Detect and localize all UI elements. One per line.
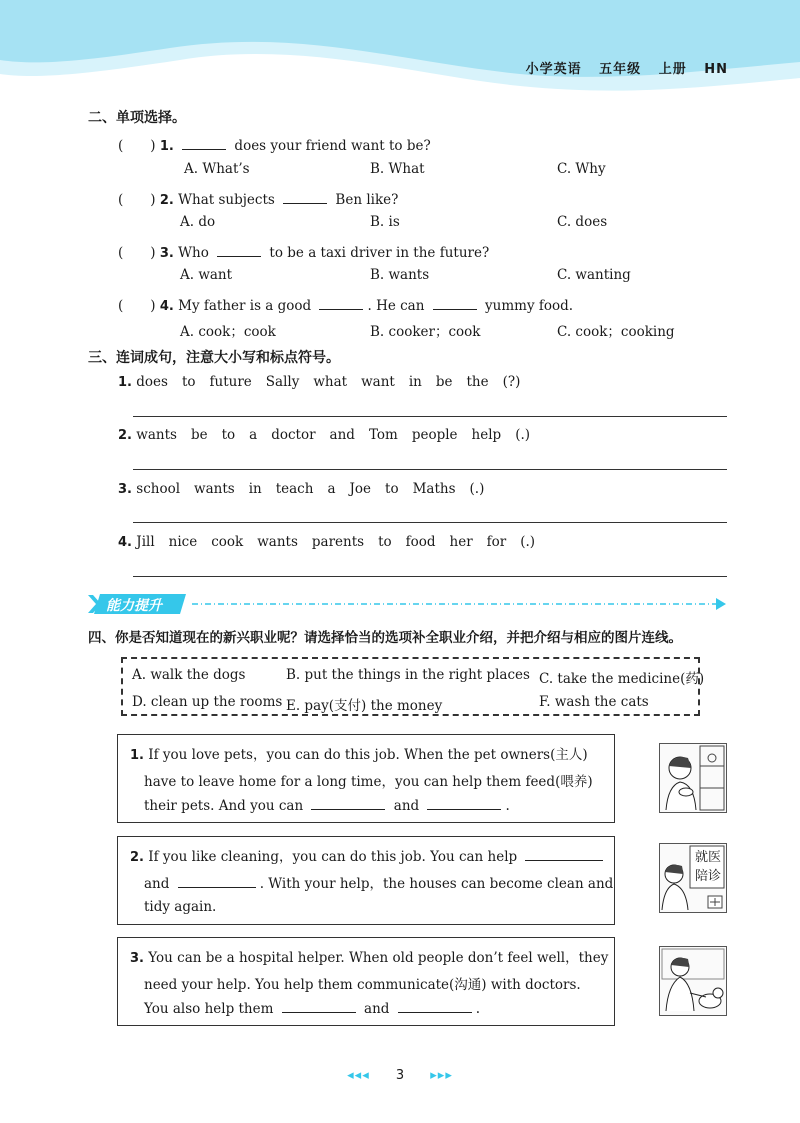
header-grade: 五年级	[599, 62, 642, 77]
question-text: yummy food.	[485, 298, 574, 314]
word: to	[221, 427, 236, 443]
passage-number: 1.	[130, 748, 144, 763]
passage-line	[130, 743, 604, 763]
blank[interactable]	[433, 297, 477, 310]
blank[interactable]	[311, 797, 385, 810]
word: future	[209, 374, 252, 390]
passage-line	[130, 946, 609, 966]
sentence-item-3	[118, 481, 498, 497]
passage-line: have to leave home for a long time，you can help them feed(喂养)	[144, 774, 593, 790]
passage-text: If you love pets，you can do this job. When the pet owners(主人)	[148, 747, 588, 763]
question-3	[118, 241, 489, 261]
answer-paren[interactable]: ( )	[118, 138, 156, 154]
option-c: C. wanting	[557, 267, 631, 283]
answer-line[interactable]	[133, 416, 727, 417]
word: Tom	[368, 427, 398, 443]
option-item: D. clean up the rooms	[132, 694, 283, 710]
page-footer	[0, 1068, 800, 1083]
question-number: 4.	[159, 299, 174, 314]
option-a: A. want	[180, 267, 233, 283]
word: to	[385, 481, 399, 497]
dog-walking-picture[interactable]	[659, 946, 727, 1016]
word: to	[378, 534, 392, 550]
word: Joe	[349, 481, 372, 497]
word: want	[361, 374, 395, 390]
answer-paren[interactable]: ( )	[118, 245, 156, 261]
word: teach	[275, 481, 314, 497]
sign-text: 就医	[694, 850, 721, 865]
header-subject: 小学英语	[525, 62, 582, 77]
word: cook	[211, 534, 244, 550]
word: does	[136, 374, 168, 390]
word: nice	[168, 534, 198, 550]
item-number: 2.	[118, 428, 132, 443]
question-text: My father is a good	[178, 298, 312, 314]
word: her	[449, 534, 473, 550]
page-number: 3	[395, 1068, 405, 1083]
pet-care-illustration	[660, 744, 726, 812]
item-number: 1.	[118, 375, 132, 390]
word: (.)	[515, 427, 531, 443]
passage-text: If you like cleaning，you can do this job. You can help	[148, 849, 518, 865]
word: a	[249, 427, 258, 443]
word: the	[466, 374, 489, 390]
section4-title: 四、你是否知道现在的新兴职业呢？请选择恰当的选项补全职业介绍，并把介绍与相应的图片连线。	[88, 630, 682, 646]
option-item: A. walk the dogs	[132, 667, 246, 683]
answer-line[interactable]	[133, 522, 727, 523]
prev-arrows-icon: ◂◂◂	[347, 1068, 370, 1083]
header-wave	[0, 0, 800, 100]
question-text: Ben like?	[335, 192, 399, 208]
question-1	[118, 134, 431, 154]
word: for	[486, 534, 507, 550]
passage-text: and	[393, 798, 420, 814]
dog-walking-illustration	[660, 947, 726, 1015]
answer-paren[interactable]: ( )	[118, 298, 156, 314]
word: in	[248, 481, 262, 497]
passage-number: 2.	[130, 850, 144, 865]
item-number: 3.	[118, 482, 132, 497]
sentence-item-4	[118, 534, 549, 550]
question-number: 1.	[159, 139, 174, 154]
blank[interactable]	[182, 137, 226, 150]
sentence-item-2	[118, 427, 544, 443]
hospital-sign	[692, 848, 724, 886]
option-c: C. cook；cooking	[557, 324, 675, 340]
hospital-escort-picture[interactable]	[659, 843, 727, 913]
word: what	[313, 374, 348, 390]
option-b: B. wants	[370, 267, 430, 283]
passage-text: . With your help，the houses can become clean and	[259, 876, 614, 892]
option-a: A. What’s	[184, 161, 250, 177]
question-text: to be a taxi driver in the future?	[269, 245, 490, 261]
word: Jill	[136, 534, 155, 550]
word: wants	[194, 481, 235, 497]
word: school	[136, 481, 181, 497]
word: parents	[311, 534, 365, 550]
answer-line[interactable]	[133, 469, 727, 470]
question-number: 3.	[159, 246, 174, 261]
option-item: E. pay(支付) the money	[286, 698, 443, 714]
question-2	[118, 188, 398, 208]
passage-line	[130, 845, 604, 865]
blank[interactable]	[398, 1000, 472, 1013]
banner-graphic	[88, 591, 728, 617]
options-box	[121, 657, 705, 716]
passage-box-3	[117, 937, 615, 1026]
passage-text: .	[475, 1001, 480, 1017]
ability-banner	[88, 591, 728, 617]
sign-text: 陪诊	[694, 869, 721, 884]
word: Sally	[265, 374, 300, 390]
passage-line	[144, 797, 604, 814]
answer-line[interactable]	[133, 576, 727, 577]
blank[interactable]	[178, 875, 256, 888]
option-item: B. put the things in the right places	[286, 667, 530, 683]
question-text: . He can	[367, 298, 425, 314]
passage-text: and	[144, 876, 170, 892]
option-item: C. take the medicine(药)	[539, 671, 705, 687]
option-b: B. cooker；cook	[370, 324, 481, 340]
answer-paren[interactable]: ( )	[118, 192, 156, 208]
option-item: F. wash the cats	[539, 694, 649, 710]
question-text: Who	[178, 245, 209, 261]
passage-line	[144, 872, 614, 892]
blank[interactable]	[283, 191, 327, 204]
next-arrows-icon: ▸▸▸	[430, 1068, 453, 1083]
word: Maths	[412, 481, 456, 497]
option-a: A. do	[180, 214, 216, 230]
blank[interactable]	[427, 797, 501, 810]
word: food	[405, 534, 436, 550]
passage-text: .	[505, 798, 510, 814]
word: doctor	[271, 427, 316, 443]
word: (?)	[502, 374, 521, 390]
question-text: does your friend want to be?	[234, 138, 431, 154]
word: (.)	[520, 534, 536, 550]
question-4	[118, 294, 573, 314]
item-number: 4.	[118, 535, 132, 550]
blank[interactable]	[282, 1000, 356, 1013]
word: help	[471, 427, 502, 443]
option-c: C. does	[557, 214, 608, 230]
question-number: 2.	[159, 193, 174, 208]
sentence-item-1	[118, 374, 534, 390]
question-text: What subjects	[178, 192, 275, 208]
passage-box-1	[117, 734, 615, 823]
blank[interactable]	[319, 297, 363, 310]
option-c: C. Why	[557, 161, 606, 177]
header-edition: HN	[704, 62, 728, 77]
word: wants	[136, 427, 177, 443]
word: be	[435, 374, 453, 390]
header-volume: 上册	[658, 62, 687, 77]
option-b: B. What	[370, 161, 425, 177]
word: be	[190, 427, 208, 443]
passage-number: 3.	[130, 951, 144, 966]
passage-text: and	[364, 1001, 390, 1017]
word: to	[181, 374, 196, 390]
section3-title: 三、连词成句，注意大小写和标点符号。	[88, 350, 340, 366]
passage-box-2	[117, 836, 615, 925]
blank[interactable]	[525, 848, 603, 861]
passage-text: their pets. And you can	[144, 798, 304, 814]
blank[interactable]	[217, 244, 261, 257]
pet-care-picture[interactable]	[659, 743, 727, 813]
banner-label: 能力提升	[106, 598, 162, 614]
word: people	[411, 427, 458, 443]
passage-line	[144, 1000, 604, 1017]
word: wants	[257, 534, 298, 550]
word: a	[327, 481, 336, 497]
passage-text: You can be a hospital helper. When old people don’t feel well，they	[148, 950, 609, 966]
passage-line: need your help. You help them communicate(沟通) with doctors.	[144, 977, 581, 993]
word: (.)	[469, 481, 485, 497]
option-a: A. cook；cook	[180, 324, 276, 340]
passage-text: You also help them	[144, 1001, 274, 1017]
section2-title: 二、单项选择。	[88, 110, 186, 126]
word: in	[408, 374, 422, 390]
option-b: B. is	[370, 214, 400, 230]
header-info	[514, 58, 728, 77]
passage-line: tidy again.	[144, 899, 217, 915]
word: and	[329, 427, 355, 443]
